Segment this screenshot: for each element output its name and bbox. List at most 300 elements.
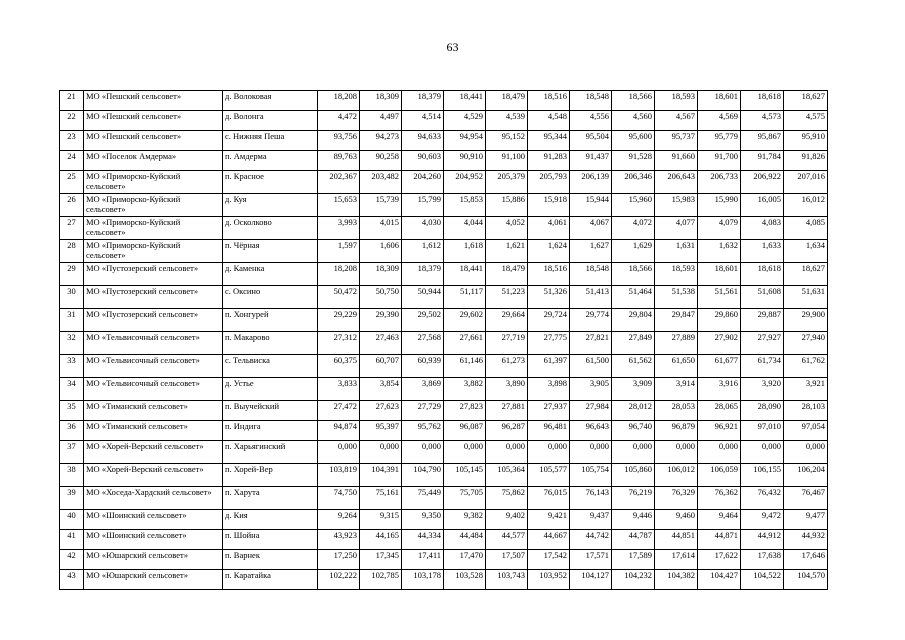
value-cell: 104,232 [612, 570, 655, 590]
value-cell: 75,449 [402, 487, 444, 510]
row-number: 43 [60, 570, 84, 590]
municipality-name: МО «Пустозерский сельсовет» [84, 263, 223, 286]
row-number: 37 [60, 441, 84, 464]
value-cell: 16,005 [741, 194, 784, 217]
row-number: 34 [60, 378, 84, 401]
table-row [60, 240, 828, 263]
value-cell: 4,529 [444, 111, 486, 131]
value-cell: 44,912 [741, 530, 784, 550]
value-cell: 44,334 [402, 530, 444, 550]
value-cell: 18,479 [486, 263, 528, 286]
value-cell: 91,784 [741, 151, 784, 171]
row-number: 36 [60, 421, 84, 441]
value-cell: 18,593 [655, 263, 698, 286]
value-cell: 27,823 [444, 401, 486, 421]
settlement-name: д. Устье [223, 378, 318, 401]
value-cell: 17,638 [741, 550, 784, 570]
value-cell: 4,575 [784, 111, 828, 131]
value-cell: 17,622 [698, 550, 741, 570]
value-cell: 17,571 [570, 550, 612, 570]
value-cell: 18,627 [784, 263, 828, 286]
value-cell: 28,103 [784, 401, 828, 421]
value-cell: 206,346 [612, 171, 655, 194]
value-cell: 76,015 [528, 487, 570, 510]
value-cell: 29,602 [444, 309, 486, 332]
value-cell: 50,750 [360, 286, 402, 309]
row-number: 29 [60, 263, 84, 286]
table-row [60, 550, 828, 570]
value-cell: 1,632 [698, 240, 741, 263]
table-row [60, 171, 828, 194]
value-cell: 103,743 [486, 570, 528, 590]
settlement-name: с. Тельвиска [223, 355, 318, 378]
value-cell: 95,397 [360, 421, 402, 441]
value-cell: 1,612 [402, 240, 444, 263]
value-cell: 91,283 [528, 151, 570, 171]
value-cell: 4,072 [612, 217, 655, 240]
value-cell: 51,326 [528, 286, 570, 309]
value-cell: 18,208 [318, 263, 360, 286]
settlement-name: п. Хорей-Вер [223, 464, 318, 487]
value-cell: 103,178 [402, 570, 444, 590]
value-cell: 75,862 [486, 487, 528, 510]
value-cell: 44,851 [655, 530, 698, 550]
value-cell: 0,000 [360, 441, 402, 464]
value-cell: 95,867 [741, 131, 784, 151]
value-cell: 205,793 [528, 171, 570, 194]
settlement-name: д. Волонга [223, 111, 318, 131]
value-cell: 28,012 [612, 401, 655, 421]
value-cell: 17,507 [486, 550, 528, 570]
value-cell: 29,774 [570, 309, 612, 332]
value-cell: 17,345 [360, 550, 402, 570]
table-row [60, 378, 828, 401]
value-cell: 75,705 [444, 487, 486, 510]
value-cell: 44,787 [612, 530, 655, 550]
municipality-name: МО «Пешский сельсовет» [84, 111, 223, 131]
value-cell: 4,052 [486, 217, 528, 240]
value-cell: 75,161 [360, 487, 402, 510]
table-row [60, 401, 828, 421]
value-cell: 95,737 [655, 131, 698, 151]
value-cell: 1,621 [486, 240, 528, 263]
table-row [60, 530, 828, 550]
value-cell: 50,944 [402, 286, 444, 309]
value-cell: 29,804 [612, 309, 655, 332]
value-cell: 89,763 [318, 151, 360, 171]
value-cell: 51,561 [698, 286, 741, 309]
value-cell: 44,742 [570, 530, 612, 550]
value-cell: 95,779 [698, 131, 741, 151]
value-cell: 9,477 [784, 510, 828, 530]
value-cell: 18,309 [360, 263, 402, 286]
value-cell: 51,538 [655, 286, 698, 309]
value-cell: 4,573 [741, 111, 784, 131]
value-cell: 17,542 [528, 550, 570, 570]
value-cell: 204,952 [444, 171, 486, 194]
value-cell: 16,012 [784, 194, 828, 217]
value-cell: 27,902 [698, 332, 741, 355]
value-cell: 206,733 [698, 171, 741, 194]
value-cell: 18,548 [570, 91, 612, 111]
value-cell: 96,087 [444, 421, 486, 441]
value-cell: 103,952 [528, 570, 570, 590]
value-cell: 96,643 [570, 421, 612, 441]
value-cell: 17,411 [402, 550, 444, 570]
table-row [60, 355, 828, 378]
value-cell: 76,362 [698, 487, 741, 510]
value-cell: 61,273 [486, 355, 528, 378]
value-cell: 29,390 [360, 309, 402, 332]
municipality-name: МО «Пустозерский сельсовет» [84, 309, 223, 332]
value-cell: 1,634 [784, 240, 828, 263]
value-cell: 4,560 [612, 111, 655, 131]
table-row [60, 111, 828, 131]
value-cell: 106,059 [698, 464, 741, 487]
value-cell: 51,223 [486, 286, 528, 309]
value-cell: 1,597 [318, 240, 360, 263]
value-cell: 44,577 [486, 530, 528, 550]
value-cell: 91,700 [698, 151, 741, 171]
value-cell: 51,117 [444, 286, 486, 309]
value-cell: 18,479 [486, 91, 528, 111]
value-cell: 4,539 [486, 111, 528, 131]
value-cell: 3,869 [402, 378, 444, 401]
value-cell: 27,927 [741, 332, 784, 355]
settlement-name: п. Красное [223, 171, 318, 194]
value-cell: 104,790 [402, 464, 444, 487]
table-row [60, 421, 828, 441]
value-cell: 91,528 [612, 151, 655, 171]
value-cell: 18,627 [784, 91, 828, 111]
value-cell: 9,315 [360, 510, 402, 530]
table-row [60, 309, 828, 332]
value-cell: 105,754 [570, 464, 612, 487]
row-number: 26 [60, 194, 84, 217]
value-cell: 15,853 [444, 194, 486, 217]
value-cell: 94,633 [402, 131, 444, 151]
value-cell: 0,000 [570, 441, 612, 464]
value-cell: 3,890 [486, 378, 528, 401]
value-cell: 18,516 [528, 263, 570, 286]
municipality-name: МО «Пешский сельсовет» [84, 131, 223, 151]
settlement-name: п. Варнек [223, 550, 318, 570]
value-cell: 103,528 [444, 570, 486, 590]
value-cell: 18,601 [698, 91, 741, 111]
value-cell: 18,601 [698, 263, 741, 286]
value-cell: 91,437 [570, 151, 612, 171]
value-cell: 17,646 [784, 550, 828, 570]
value-cell: 203,482 [360, 171, 402, 194]
value-cell: 4,044 [444, 217, 486, 240]
table-row [60, 263, 828, 286]
value-cell: 4,514 [402, 111, 444, 131]
row-number: 38 [60, 464, 84, 487]
value-cell: 105,577 [528, 464, 570, 487]
row-number: 42 [60, 550, 84, 570]
value-cell: 96,879 [655, 421, 698, 441]
value-cell: 1,633 [741, 240, 784, 263]
value-cell: 207,016 [784, 171, 828, 194]
page-number: 63 [446, 40, 459, 54]
value-cell: 15,944 [570, 194, 612, 217]
value-cell: 18,618 [741, 91, 784, 111]
municipality-name: МО «Приморско-Куйский сельсовет» [84, 194, 223, 217]
value-cell: 90,603 [402, 151, 444, 171]
value-cell: 51,413 [570, 286, 612, 309]
value-cell: 1,618 [444, 240, 486, 263]
municipality-name: МО «Поселок Амдерма» [84, 151, 223, 171]
table-row [60, 131, 828, 151]
value-cell: 205,379 [486, 171, 528, 194]
value-cell: 61,562 [612, 355, 655, 378]
value-cell: 91,660 [655, 151, 698, 171]
value-cell: 9,446 [612, 510, 655, 530]
value-cell: 44,871 [698, 530, 741, 550]
settlement-name: д. Куя [223, 194, 318, 217]
value-cell: 1,606 [360, 240, 402, 263]
value-cell: 27,729 [402, 401, 444, 421]
table-row [60, 487, 828, 510]
value-cell: 15,739 [360, 194, 402, 217]
municipality-name: МО «Тельвисочный сельсовет» [84, 332, 223, 355]
row-number: 30 [60, 286, 84, 309]
value-cell: 27,463 [360, 332, 402, 355]
value-cell: 95,762 [402, 421, 444, 441]
row-number: 31 [60, 309, 84, 332]
value-cell: 206,922 [741, 171, 784, 194]
value-cell: 3,833 [318, 378, 360, 401]
value-cell: 61,146 [444, 355, 486, 378]
row-number: 24 [60, 151, 84, 171]
value-cell: 18,309 [360, 91, 402, 111]
value-cell: 17,589 [612, 550, 655, 570]
settlement-name: д. Каменка [223, 263, 318, 286]
settlement-name: с. Оксино [223, 286, 318, 309]
value-cell: 93,756 [318, 131, 360, 151]
value-cell: 104,127 [570, 570, 612, 590]
value-cell: 18,566 [612, 91, 655, 111]
value-cell: 102,785 [360, 570, 402, 590]
value-cell: 15,960 [612, 194, 655, 217]
value-cell: 18,208 [318, 91, 360, 111]
value-cell: 4,030 [402, 217, 444, 240]
value-cell: 51,608 [741, 286, 784, 309]
settlement-name: п. Харута [223, 487, 318, 510]
table-row [60, 332, 828, 355]
row-number: 25 [60, 171, 84, 194]
value-cell: 106,204 [784, 464, 828, 487]
value-cell: 60,707 [360, 355, 402, 378]
municipality-name: МО «Шоинский сельсовет» [84, 510, 223, 530]
value-cell: 74,750 [318, 487, 360, 510]
value-cell: 18,618 [741, 263, 784, 286]
value-cell: 3,916 [698, 378, 741, 401]
value-cell: 91,100 [486, 151, 528, 171]
value-cell: 76,143 [570, 487, 612, 510]
value-cell: 17,470 [444, 550, 486, 570]
value-cell: 96,481 [528, 421, 570, 441]
value-cell: 60,939 [402, 355, 444, 378]
value-cell: 95,910 [784, 131, 828, 151]
table-row [60, 194, 828, 217]
municipality-name: МО «Приморско-Куйский сельсовет» [84, 217, 223, 240]
value-cell: 3,914 [655, 378, 698, 401]
value-cell: 102,222 [318, 570, 360, 590]
settlement-name: д. Осколково [223, 217, 318, 240]
value-cell: 3,920 [741, 378, 784, 401]
row-number: 32 [60, 332, 84, 355]
value-cell: 91,826 [784, 151, 828, 171]
value-cell: 17,250 [318, 550, 360, 570]
value-cell: 15,653 [318, 194, 360, 217]
value-cell: 96,287 [486, 421, 528, 441]
municipality-name: МО «Тельвисочный сельсовет» [84, 355, 223, 378]
value-cell: 1,631 [655, 240, 698, 263]
row-number: 22 [60, 111, 84, 131]
table-row [60, 91, 828, 111]
table-row [60, 441, 828, 464]
value-cell: 0,000 [698, 441, 741, 464]
value-cell: 29,900 [784, 309, 828, 332]
value-cell: 3,854 [360, 378, 402, 401]
row-number: 41 [60, 530, 84, 550]
value-cell: 44,484 [444, 530, 486, 550]
value-cell: 104,427 [698, 570, 741, 590]
value-cell: 60,375 [318, 355, 360, 378]
value-cell: 28,090 [741, 401, 784, 421]
value-cell: 27,889 [655, 332, 698, 355]
value-cell: 9,464 [698, 510, 741, 530]
table-row [60, 151, 828, 171]
value-cell: 4,548 [528, 111, 570, 131]
value-cell: 61,677 [698, 355, 741, 378]
value-cell: 95,600 [612, 131, 655, 151]
value-cell: 15,990 [698, 194, 741, 217]
value-cell: 3,909 [612, 378, 655, 401]
municipality-name: МО «Тиманский сельсовет» [84, 401, 223, 421]
value-cell: 0,000 [486, 441, 528, 464]
value-cell: 3,882 [444, 378, 486, 401]
value-cell: 27,984 [570, 401, 612, 421]
value-cell: 18,593 [655, 91, 698, 111]
value-cell: 61,734 [741, 355, 784, 378]
value-cell: 27,623 [360, 401, 402, 421]
value-cell: 27,568 [402, 332, 444, 355]
value-cell: 29,847 [655, 309, 698, 332]
row-number: 33 [60, 355, 84, 378]
table-row [60, 217, 828, 240]
value-cell: 4,061 [528, 217, 570, 240]
data-table [59, 90, 828, 590]
row-number: 27 [60, 217, 84, 240]
value-cell: 9,350 [402, 510, 444, 530]
value-cell: 1,624 [528, 240, 570, 263]
value-cell: 27,775 [528, 332, 570, 355]
value-cell: 0,000 [402, 441, 444, 464]
settlement-name: п. Харьягинский [223, 441, 318, 464]
value-cell: 44,165 [360, 530, 402, 550]
value-cell: 4,567 [655, 111, 698, 131]
value-cell: 3,993 [318, 217, 360, 240]
value-cell: 29,502 [402, 309, 444, 332]
value-cell: 61,650 [655, 355, 698, 378]
value-cell: 29,860 [698, 309, 741, 332]
value-cell: 1,627 [570, 240, 612, 263]
settlement-name: п. Шойна [223, 530, 318, 550]
value-cell: 97,054 [784, 421, 828, 441]
table-row [60, 570, 828, 590]
value-cell: 104,382 [655, 570, 698, 590]
municipality-name: МО «Шоинский сельсовет» [84, 530, 223, 550]
value-cell: 44,932 [784, 530, 828, 550]
settlement-name: п. Каратайка [223, 570, 318, 590]
municipality-name: МО «Пешский сельсовет» [84, 91, 223, 111]
value-cell: 9,460 [655, 510, 698, 530]
value-cell: 15,799 [402, 194, 444, 217]
table-row [60, 510, 828, 530]
value-cell: 4,472 [318, 111, 360, 131]
value-cell: 18,441 [444, 91, 486, 111]
value-cell: 3,905 [570, 378, 612, 401]
row-number: 39 [60, 487, 84, 510]
value-cell: 29,229 [318, 309, 360, 332]
value-cell: 94,954 [444, 131, 486, 151]
value-cell: 4,497 [360, 111, 402, 131]
value-cell: 104,391 [360, 464, 402, 487]
municipality-name: МО «Приморско-Куйский сельсовет» [84, 171, 223, 194]
value-cell: 76,219 [612, 487, 655, 510]
value-cell: 95,152 [486, 131, 528, 151]
value-cell: 61,762 [784, 355, 828, 378]
value-cell: 18,566 [612, 263, 655, 286]
value-cell: 0,000 [444, 441, 486, 464]
value-cell: 4,015 [360, 217, 402, 240]
value-cell: 29,887 [741, 309, 784, 332]
value-cell: 96,740 [612, 421, 655, 441]
value-cell: 29,664 [486, 309, 528, 332]
municipality-name: МО «Хоседа-Хардский сельсовет» [84, 487, 223, 510]
value-cell: 0,000 [612, 441, 655, 464]
value-cell: 27,719 [486, 332, 528, 355]
value-cell: 0,000 [784, 441, 828, 464]
row-number: 35 [60, 401, 84, 421]
value-cell: 94,273 [360, 131, 402, 151]
value-cell: 18,441 [444, 263, 486, 286]
value-cell: 29,724 [528, 309, 570, 332]
value-cell: 15,983 [655, 194, 698, 217]
municipality-name: МО «Пустозерский сельсовет» [84, 286, 223, 309]
value-cell: 3,898 [528, 378, 570, 401]
value-cell: 0,000 [741, 441, 784, 464]
value-cell: 96,921 [698, 421, 741, 441]
value-cell: 206,139 [570, 171, 612, 194]
value-cell: 76,467 [784, 487, 828, 510]
value-cell: 103,819 [318, 464, 360, 487]
value-cell: 44,667 [528, 530, 570, 550]
value-cell: 95,344 [528, 131, 570, 151]
table-row [60, 286, 828, 309]
value-cell: 0,000 [655, 441, 698, 464]
value-cell: 105,364 [486, 464, 528, 487]
settlement-name: д. Кия [223, 510, 318, 530]
value-cell: 204,260 [402, 171, 444, 194]
municipality-name: МО «Тельвисочный сельсовет» [84, 378, 223, 401]
table-row [60, 464, 828, 487]
value-cell: 27,849 [612, 332, 655, 355]
municipality-name: МО «Юшарский сельсовет» [84, 570, 223, 590]
municipality-name: МО «Хорей-Верский сельсовет» [84, 464, 223, 487]
